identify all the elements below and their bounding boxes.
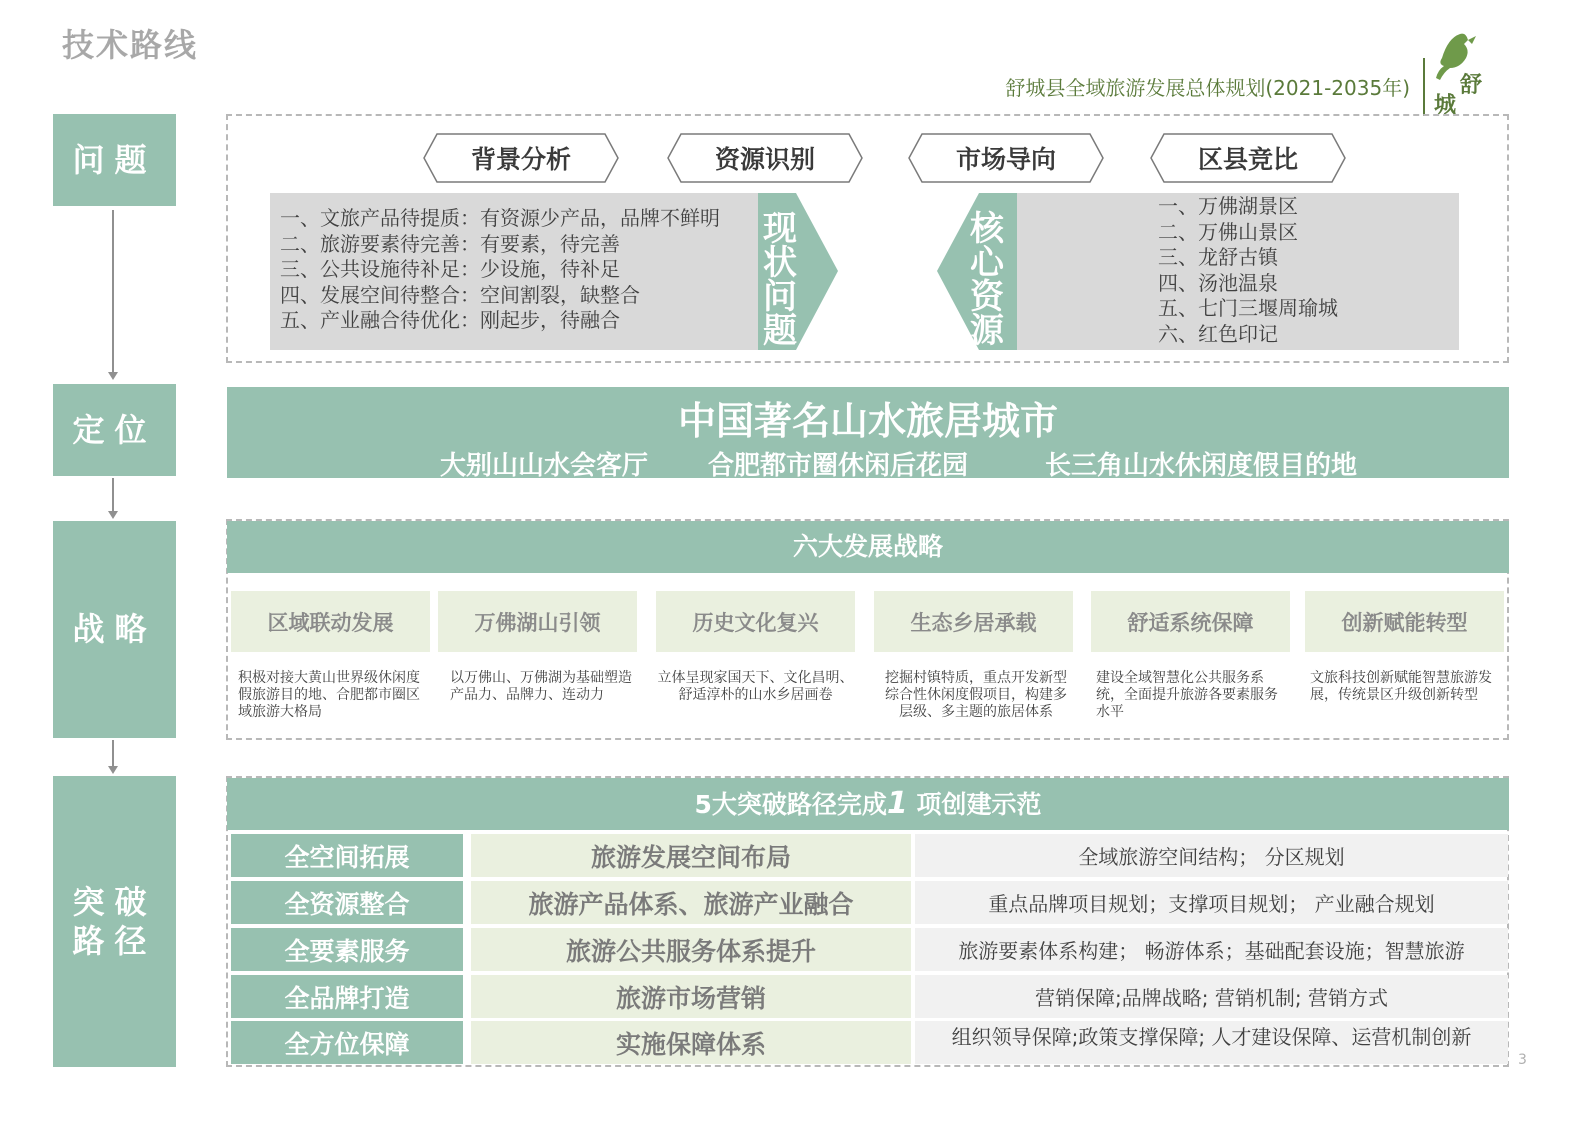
section-label-positioning: 定位 [53,384,176,476]
strategy-description: 挖掘村镇特质，重点开发新型综合性休闲度假项目，构建多层级、多主题的旅居体系 [885,670,1067,720]
path-system: 旅游市场营销 [471,975,911,1018]
path-system: 旅游产品体系、旅游产业融合 [471,881,911,924]
breakthrough-heading: 5大突破路径完成1 项创建示范 [227,778,1509,830]
list-item: 五、产业融合待优化：刚起步，待融合 [280,308,620,332]
logo-text-2: 城 [1434,93,1457,118]
path-system: 旅游发展空间布局 [471,834,911,877]
section-label-breakthrough-line2: 路径 [72,921,157,960]
path-content: 营销保障;品牌战略; 营销机制; 营销方式 [915,975,1508,1018]
path-content: 全域旅游空间结构； 分区规划 [915,834,1508,877]
path-content: 组织领导保障;政策支撑保障; 人才建设保障、运营机制创新 [915,1021,1508,1064]
path-system: 旅游公共服务体系提升 [471,928,911,971]
plan-title: 舒城县全域旅游发展总体规划(2021-2035年) [1005,76,1410,100]
positioning-sub: 大别山山水会客厅 [440,451,649,481]
tag-background-analysis [423,133,619,183]
tag-county-comparison [1150,133,1346,183]
current-issues-label: 现 状 问 题 [763,209,797,351]
path-name: 全资源整合 [231,881,463,924]
path-system: 实施保障体系 [471,1021,911,1064]
strategy-heading: 六大发展战略 [227,521,1509,573]
path-name: 全要素服务 [231,928,463,971]
list-item: 四、汤池温泉 [1158,270,1278,295]
resources-list [1158,194,1338,347]
arrow-down-icon [108,372,118,380]
tag-label: 背景分析 [470,145,571,174]
page-number: 3 [1518,1052,1527,1068]
core-resources-label: 核 心 资 源 [970,209,1004,351]
path-name: 全空间拓展 [231,834,463,877]
strategy-description: 以万佛山、万佛湖为基础塑造产品力、品牌力、连动力 [450,670,632,703]
logo [1420,28,1490,118]
positioning-sub: 长三角山水休闲度假目的地 [1045,451,1358,481]
section-label-strategy: 战略 [53,521,176,738]
list-item: 三、公共设施待补足：少设施，待补足 [280,257,620,281]
tag-label: 市场导向 [955,145,1056,174]
tag-label: 资源识别 [714,145,815,174]
strategy-description: 建设全域智慧化公共服务系统，全面提升旅游各要素服务水平 [1096,670,1278,720]
flow-connector [112,210,114,372]
strategy-card: 舒适系统保障 [1091,591,1290,652]
strategy-description: 立体呈现家国天下、文化昌明、舒适淳朴的山水乡居画卷 [657,670,854,703]
strategy-card: 历史文化复兴 [656,591,855,652]
list-item: 二、旅游要素待完善：有要素，待完善 [280,231,620,256]
section-label-problem: 问题 [53,114,176,206]
flow-connector [112,478,114,512]
issues-list [280,206,720,334]
logo-text-1: 舒 [1460,73,1483,98]
list-item: 二、万佛山景区 [1158,219,1298,244]
strategy-card: 万佛湖山引领 [438,591,637,652]
strategy-card: 生态乡居承载 [874,591,1073,652]
path-content: 重点品牌项目规划；支撑项目规划； 产业融合规划 [915,881,1508,924]
list-item: 三、龙舒古镇 [1158,245,1278,269]
section-label-breakthrough-line1: 突破 [72,883,157,922]
list-item: 四、发展空间待整合：空间割裂，缺整合 [280,282,640,307]
tag-label: 区县竞比 [1197,145,1298,174]
positioning-main: 中国著名山水旅居城市 [677,399,1058,443]
tag-market-orientation [908,133,1104,183]
list-item: 五、七门三堰周瑜城 [1158,296,1338,320]
page-title: 技术路线 [62,26,199,64]
strategy-card: 创新赋能转型 [1305,591,1504,652]
path-name: 全方位保障 [231,1021,463,1064]
tag-resource-identification [667,133,863,183]
list-item: 一、万佛湖景区 [1158,194,1298,218]
arrow-down-icon [108,766,118,774]
section-label-breakthrough [53,776,176,1067]
path-content: 旅游要素体系构建； 畅游体系；基础配套设施；智慧旅游 [915,928,1508,971]
list-item: 一、文旅产品待提质：有资源少产品，品牌不鲜明 [280,206,720,230]
strategy-card: 区域联动发展 [231,591,430,652]
strategy-description: 积极对接大黄山世界级休闲度假旅游目的地、合肥都市圈区域旅游大格局 [238,670,420,720]
list-item: 六、红色印记 [1158,321,1278,346]
positioning-sub: 合肥都市圈休闲后花园 [708,451,969,481]
flow-connector [112,740,114,766]
strategy-description: 文旅科技创新赋能智慧旅游发展，传统景区升级创新转型 [1310,670,1492,703]
path-name: 全品牌打造 [231,975,463,1018]
arrow-down-icon [108,511,118,519]
